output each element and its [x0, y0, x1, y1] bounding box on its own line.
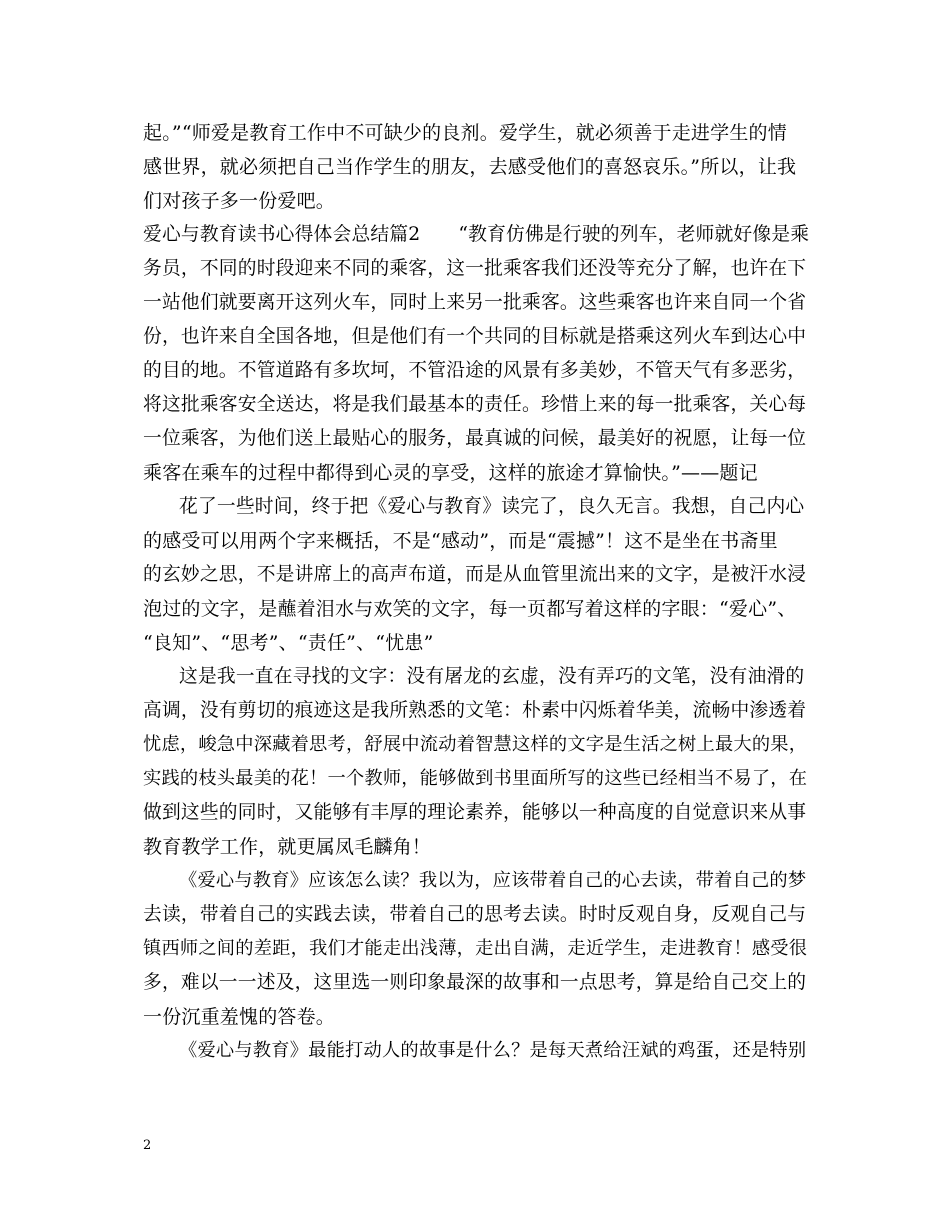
text-line-20: 实践的枝头最美的花！一个教师，能够做到书里面所写的这些已经相当不易了，在: [143, 768, 808, 789]
text-line-21: 做到这些的同时，又能够有丰厚的理论素养，能够以一种高度的自觉意识来从事: [143, 802, 807, 823]
text-line-3: 们对孩子多一份爱吧。: [143, 190, 336, 212]
text-line-6: 一站他们就要离开这列火车，同时上来另一批乘客。这些乘客也许来自同一个省: [143, 292, 807, 313]
page-number: 2: [143, 1138, 152, 1153]
text-line-7: 份，也许来自全国各地，但是他们有一个共同的目标就是搭乘这列火车到达心中: [143, 326, 807, 347]
text-line-17: 这是我一直在寻找的文字：没有屠龙的玄虚，没有弄巧的文笔，没有油滑的: [179, 666, 805, 687]
section-heading-line: 爱心与教育读书心得体会总结篇2 “教育仿佛是行驶的列车，老师就好像是乘: [143, 224, 810, 245]
text-line-22: 教育教学工作，就更属凤毛麟角！: [143, 836, 432, 858]
text-line-19: 忧虑，峻急中深藏着思考，舒展中流动着智慧这样的文字是生活之树上最大的果，: [143, 734, 808, 755]
text-line-1: 起。”“师爱是教育工作中不可缺少的良剂。爱学生，就必须善于走进学生的情: [143, 122, 787, 144]
text-line-5: 务员，不同的时段迎来不同的乘客，这一批乘客我们还没等充分了解，也许在下: [143, 258, 807, 279]
text-line-2: 感世界，就必须把自己当作学生的朋友，去感受他们的喜怒哀乐。”所以，让我: [143, 156, 797, 178]
text-line-26: 多，难以一一述及，这里选一则印象最深的故事和一点思考，算是给自己交上的: [143, 972, 807, 993]
text-line-12: 花了一些时间，终于把《爱心与教育》读完了，良久无言。我想，自己内心: [179, 496, 805, 517]
text-line-16: “良知”、“思考”、“责任”、“忧患”: [143, 632, 434, 654]
text-line-8: 的目的地。不管道路有多坎坷，不管沿途的风景有多美妙，不管天气有多恶劣，: [143, 360, 807, 381]
text-line-15: 泡过的文字，是蘸着泪水与欢笑的文字，每一页都写着这样的字眼：“爱心”、: [143, 598, 797, 620]
text-line-24: 去读，带着自己的实践去读，带着自己的思考去读。时时反观自身，反观自己与: [143, 904, 807, 925]
text-line-13: 的感受可以用两个字来概括，不是“感动”，而是“震撼”！这不是坐在书斋里: [143, 530, 778, 552]
text-line-27: 一份沉重羞愧的答卷。: [143, 1006, 336, 1028]
text-line-18: 高调，没有剪切的痕迹这是我所熟悉的文笔：朴素中闪烁着华美，流畅中渗透着: [143, 700, 807, 721]
text-line-9: 将这批乘客安全送达，将是我们最基本的责任。珍惜上来的每一批乘客，关心每: [143, 394, 807, 415]
text-line-28: 《爱心与教育》最能打动人的故事是什么？是每天煮给汪斌的鸡蛋，还是特别: [179, 1040, 807, 1061]
text-line-11: 乘客在乘车的过程中都得到心灵的享受，这样的旅途才算愉快。”——题记: [143, 462, 758, 484]
text-line-25: 镇西师之间的差距，我们才能走出浅薄，走出自满，走近学生，走进教育！感受很: [143, 938, 808, 959]
text-line-14: 的玄妙之思，不是讲席上的高声布道，而是从血管里流出来的文字，是被汗水浸: [143, 564, 807, 585]
text-line-23: 《爱心与教育》应该怎么读？我以为，应该带着自己的心去读，带着自己的梦: [179, 870, 807, 891]
text-line-10: 一位乘客，为他们送上最贴心的服务，最真诚的问候，最美好的祝愿，让每一位: [143, 428, 807, 449]
